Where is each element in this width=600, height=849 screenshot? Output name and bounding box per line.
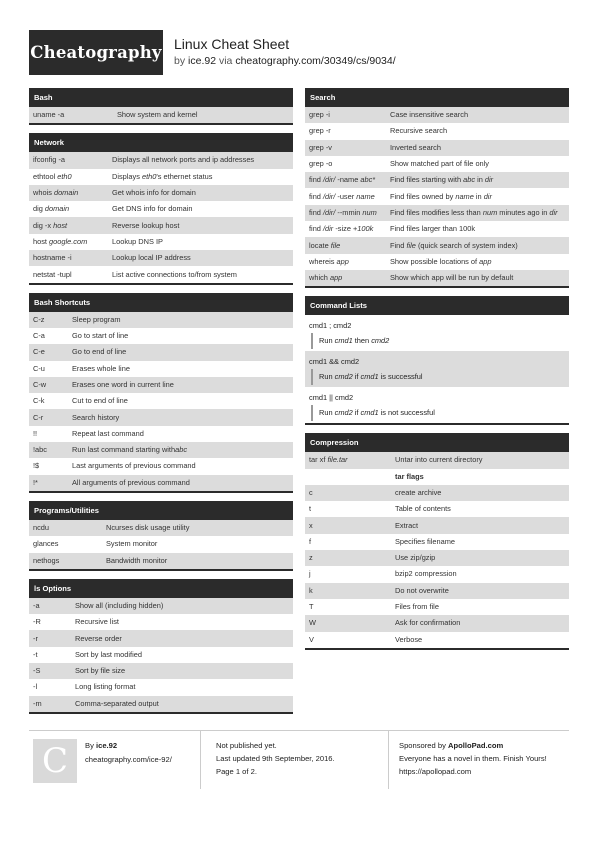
row-value: bzip2 compression (395, 569, 457, 579)
row-key: netstat -tupl (33, 269, 72, 279)
row-key: x (309, 520, 313, 530)
table-row (29, 598, 293, 614)
footer-author-link[interactable]: ice.92 (96, 741, 118, 750)
sheet-url-link[interactable]: cheatography.com/30349/cs/9034/ (235, 55, 396, 67)
row-value: Run last command starting withabc (72, 445, 188, 455)
row-value: List active connections to/from system (112, 269, 237, 279)
table-row (29, 266, 293, 282)
footer (29, 730, 569, 790)
table-row (29, 663, 293, 679)
row-value: Long listing format (75, 682, 136, 692)
ls-options-section (29, 579, 293, 714)
row-value: Get DNS info for domain (112, 204, 193, 214)
table-row (29, 442, 293, 458)
table-row (29, 393, 293, 409)
row-value: System monitor (106, 539, 158, 549)
row-key: grep -i (309, 110, 330, 120)
command-description: Run cmd1 then cmd2 (311, 333, 565, 349)
row-value: Reverse lookup host (112, 220, 180, 230)
table-row (305, 550, 569, 566)
table-row (305, 172, 569, 188)
table-row (29, 234, 293, 250)
table-row (305, 566, 569, 582)
avatar[interactable]: C (33, 739, 77, 783)
row-value: Search history (72, 412, 120, 422)
footer-by-line: By ice.92 (85, 741, 118, 750)
row-key: nethogs (33, 555, 60, 565)
row-key: uname -a (33, 110, 65, 120)
row-key: -R (33, 617, 41, 627)
row-value: Extract (395, 520, 418, 530)
table-row (29, 152, 293, 168)
command-list-item (305, 387, 569, 423)
footer-author (29, 731, 201, 789)
command-lists-section (305, 296, 569, 425)
programs-utilities-section (29, 501, 293, 571)
row-value: Reverse order (75, 633, 122, 643)
row-value: Repeat last command (72, 428, 144, 438)
row-key: find /dir -size +100k (309, 224, 374, 234)
row-key: which app (309, 273, 343, 283)
row-key: whereis app (309, 256, 349, 266)
table-row (29, 409, 293, 425)
row-key: V (309, 634, 314, 644)
row-value: Go to end of line (72, 347, 127, 357)
row-value: Find files owned by name in dir (390, 191, 492, 201)
row-value: Ncurses disk usage utility (106, 523, 190, 533)
row-value: Show possible locations of app (390, 256, 492, 266)
table-row (29, 647, 293, 663)
command-list-item (305, 351, 569, 387)
table-row (29, 696, 293, 712)
table-row (305, 501, 569, 517)
section-title: ls Options (29, 579, 293, 598)
section-title: Network (29, 133, 293, 152)
table-row (305, 534, 569, 550)
row-value: Bandwidth monitor (106, 555, 168, 565)
row-key: grep -v (309, 142, 333, 152)
row-key: C-e (33, 347, 45, 357)
table-row (29, 520, 293, 536)
row-key: dig -x host (33, 220, 68, 230)
row-key: whois domain (33, 188, 79, 198)
row-value: Recursive list (75, 617, 119, 627)
table-row (305, 583, 569, 599)
table-row (29, 169, 293, 185)
row-key: T (309, 602, 314, 612)
page-number: Page 1 of 2. (216, 767, 257, 776)
row-key: !* (33, 477, 38, 487)
row-value: Do not overwrite (395, 585, 449, 595)
row-key: -l (33, 682, 38, 692)
row-value: Cut to end of line (72, 396, 128, 406)
row-value: Sleep program (72, 314, 121, 324)
section-title: Programs/Utilities (29, 501, 293, 520)
table-row (305, 452, 569, 468)
section-title: Bash (29, 88, 293, 107)
row-key: z (309, 553, 313, 563)
sponsor-tagline: Everyone has a novel in them. Finish Yours! (399, 754, 547, 763)
table-row (29, 312, 293, 328)
row-value: Get whois info for domain (112, 188, 196, 198)
row-value: Sort by file size (75, 666, 126, 676)
row-key: -t (33, 649, 38, 659)
bash-section (29, 88, 293, 125)
row-key: find /dir/ -user name (309, 191, 375, 201)
footer-author-url[interactable]: cheatography.com/ice-92/ (85, 755, 172, 764)
row-key: C-k (33, 396, 45, 406)
section-title: Command Lists (305, 296, 569, 315)
right-column (305, 88, 569, 658)
table-row (305, 485, 569, 501)
section-title: Compression (305, 433, 569, 452)
row-value: Displays eth0's ethernet status (112, 171, 213, 181)
command-description: Run cmd2 if cmd1 is successful (311, 369, 565, 385)
table-row (29, 201, 293, 217)
table-row (29, 217, 293, 233)
row-value: Show matched part of file only (390, 159, 490, 169)
table-row (305, 270, 569, 286)
row-value: Last arguments of previous command (72, 461, 196, 471)
table-row (305, 599, 569, 615)
row-value: Find files larger than 100k (390, 224, 476, 234)
row-key: ethtool eth0 (33, 171, 72, 181)
row-key: find /dir/ -name abc* (309, 175, 376, 185)
row-value: Specifies filename (395, 536, 455, 546)
subtitle-via: via (218, 55, 233, 67)
row-key: dig domain (33, 204, 70, 214)
table-row (29, 536, 293, 552)
table-row (305, 156, 569, 172)
page-subtitle (174, 55, 396, 67)
footer-meta (209, 731, 389, 789)
row-key: C-w (33, 380, 47, 389)
row-key: -a (33, 600, 40, 610)
table-row (305, 188, 569, 204)
network-section (29, 133, 293, 284)
table-row (305, 517, 569, 533)
row-value: Find files starting with abc in dir (390, 175, 494, 185)
row-value: Show system and kernel (117, 110, 198, 120)
row-key: host google.com (33, 236, 88, 246)
table-row (29, 475, 293, 491)
row-key: locate file (309, 240, 341, 250)
row-value: Erases whole line (72, 363, 130, 373)
row-value: Inverted search (390, 142, 441, 152)
table-row (29, 344, 293, 360)
row-key: hostname -i (33, 253, 72, 263)
table-row (29, 185, 293, 201)
row-value: Lookup DNS IP (112, 236, 163, 246)
table-row (29, 328, 293, 344)
row-key: tar xf file.tar (309, 455, 348, 465)
author-link[interactable]: ice.92 (188, 55, 217, 67)
row-value: create archive (395, 488, 442, 497)
table-row (305, 469, 569, 485)
row-key: C-u (33, 363, 45, 373)
search-section (305, 88, 569, 288)
section-title: Bash Shortcuts (29, 293, 293, 312)
row-key: C-z (33, 314, 45, 324)
row-value: All arguments of previous command (72, 477, 190, 487)
row-value: Sort by last modified (75, 649, 142, 659)
table-row (305, 205, 569, 221)
row-key: -r (33, 633, 38, 643)
footer-sponsor (399, 731, 569, 789)
table-row (29, 553, 293, 569)
row-key: k (309, 585, 313, 595)
command-text: cmd1 || cmd2 (309, 393, 354, 403)
row-key: C-r (33, 412, 44, 422)
table-row (305, 632, 569, 648)
last-updated: Last updated 9th September, 2016. (216, 754, 335, 763)
row-value: Table of contents (395, 504, 451, 514)
table-row (29, 679, 293, 695)
row-value: Erases one word in current line (72, 380, 174, 389)
table-row (29, 630, 293, 646)
compression-section (305, 433, 569, 650)
subheading: tar flags (395, 471, 424, 481)
row-value: Comma-separated output (75, 698, 159, 708)
table-row (29, 426, 293, 442)
table-row (305, 254, 569, 270)
sponsor-line: Sponsored by ApolloPad.com (399, 741, 504, 750)
command-text: cmd1 && cmd2 (309, 357, 360, 367)
table-row (29, 361, 293, 377)
page-title: Linux Cheat Sheet (174, 36, 290, 52)
subtitle-by: by (174, 55, 186, 67)
table-row (305, 107, 569, 123)
published-status: Not published yet. (216, 741, 277, 750)
sponsor-url[interactable]: https://apollopad.com (399, 767, 472, 776)
row-key: c (309, 488, 313, 497)
row-key: -S (33, 666, 41, 676)
cheatography-logo[interactable]: Cheatography (29, 30, 163, 75)
row-value: Show which app will be run by default (390, 273, 514, 283)
row-key: j (309, 569, 311, 579)
table-row (29, 250, 293, 266)
row-value: Recursive search (390, 126, 448, 136)
row-key: -m (33, 698, 42, 708)
row-value: Use zip/gzip (395, 553, 436, 563)
row-value: Ask for confirmation (395, 618, 461, 628)
row-key: glances (33, 539, 59, 549)
row-value: Lookup local IP address (112, 253, 191, 263)
row-key: t (309, 504, 312, 514)
row-key: grep -o (309, 159, 333, 169)
row-key: f (309, 536, 312, 546)
table-row (305, 615, 569, 631)
row-value: Show all (including hidden) (75, 600, 164, 610)
table-row (305, 140, 569, 156)
row-key: grep -r (309, 126, 331, 136)
table-row (29, 458, 293, 474)
table-row (305, 221, 569, 237)
row-value: Case insensitive search (390, 110, 469, 120)
row-value: Untar into current directory (395, 455, 483, 465)
sponsor-link[interactable]: ApolloPad.com (448, 741, 504, 750)
row-value: Go to start of line (72, 331, 129, 341)
section-title: Search (305, 88, 569, 107)
table-row (305, 123, 569, 139)
command-text: cmd1 ; cmd2 (309, 321, 352, 331)
row-key: ifconfig -a (33, 155, 66, 165)
left-column (29, 88, 293, 722)
row-value: Verbose (395, 634, 423, 644)
row-key: W (309, 618, 316, 628)
bash-shortcuts-section (29, 293, 293, 493)
table-row (29, 614, 293, 630)
row-key: C-a (33, 331, 45, 341)
table-row (29, 107, 293, 123)
table-row (305, 237, 569, 253)
row-value: Displays all network ports and ip addresses (112, 155, 255, 165)
row-key: find /dir/ --mmin num (309, 207, 377, 217)
row-key: ncdu (33, 523, 50, 533)
row-key: !$ (33, 461, 40, 471)
row-value: Find file (quick search of system index) (390, 240, 518, 250)
table-row (29, 377, 293, 393)
command-list-item (305, 315, 569, 351)
command-description: Run cmd2 if cmd1 is not successful (311, 405, 565, 421)
row-value: Files from file (395, 602, 439, 612)
row-value: Find files modifies less than num minutes ago in dir (390, 207, 558, 217)
row-key: !! (33, 428, 38, 438)
row-key: !abc (33, 445, 47, 455)
